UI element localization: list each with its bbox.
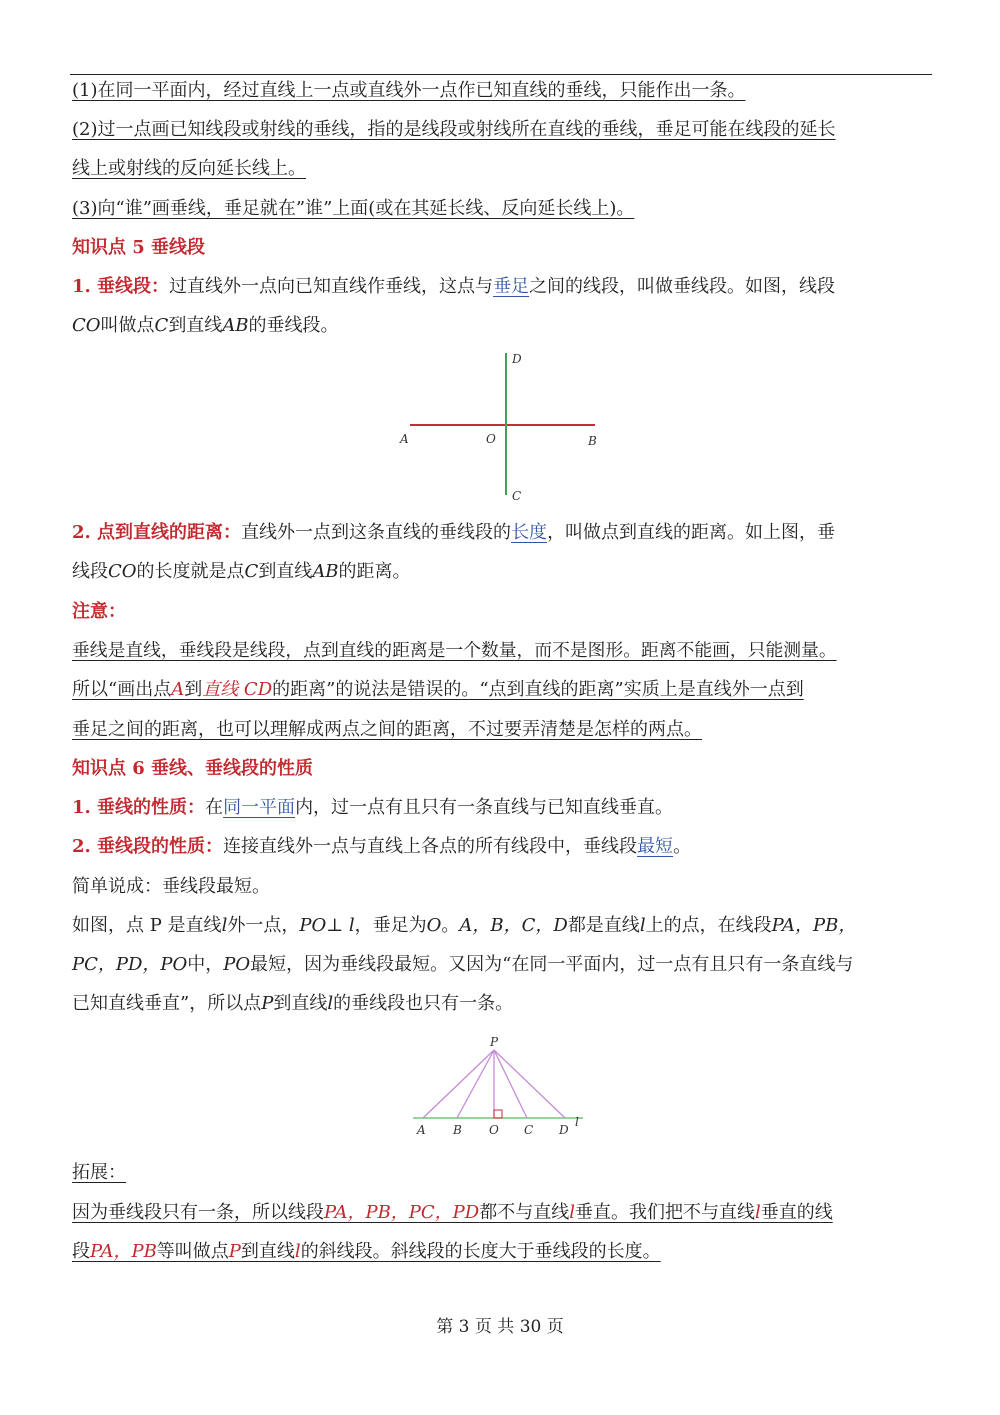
text: 的距离”的说法是错误的。“点到直线的距离”实质上是直线外一点到	[272, 679, 804, 700]
note-1: (1)在同一平面内，经过直线上一点或直线外一点作已知直线的垂线，只能作出一条。	[72, 80, 746, 101]
perp-segment-def-line2	[72, 314, 339, 338]
text: 的长度就是点	[136, 561, 245, 582]
figure-perpendicular-cross	[390, 345, 620, 510]
section-heading-kp6: 知识点 6 垂线、垂线段的性质	[72, 758, 314, 779]
text: 垂直的线	[760, 1202, 833, 1223]
text: 的斜线段。斜线段的长度大于垂线段的长度。	[300, 1241, 661, 1262]
text: ，叫做点到直线的距离。如上图，垂	[547, 522, 836, 543]
note-line3: 垂足之间的距离，也可以理解成两点之间的距离，不过要弄清楚是怎样的两点。	[72, 719, 702, 740]
note-2-line1: (2)过一点画已知线段或射线的垂线，指的是线段或射线所在直线的垂线，垂足可能在线段的延长	[72, 119, 836, 140]
var: PO⊥ l	[299, 915, 355, 936]
label-a2: A	[417, 1123, 426, 1137]
segment-pd	[494, 1050, 565, 1118]
text: 的垂线段。	[248, 315, 339, 336]
label-d2: D	[559, 1123, 569, 1137]
var: CO	[72, 315, 101, 336]
figure-slant-segments	[405, 1030, 595, 1142]
text: 都是直线	[567, 915, 640, 936]
text: 都不与直线	[479, 1202, 570, 1223]
text: 因为垂线段只有一条，所以线段	[72, 1202, 324, 1223]
distance-label: 2. 点到直线的距离：	[72, 522, 242, 543]
label-l: l	[575, 1115, 579, 1129]
example-line2	[72, 953, 853, 977]
text: 线段	[72, 561, 108, 582]
var: PA，PB，PC，PD	[324, 1202, 480, 1223]
text: 最短，因为垂线段最短。又因为“在同一平面内，过一点有且只有一条直线与	[250, 954, 854, 975]
text: 等叫做点	[156, 1241, 229, 1262]
example-line3	[72, 992, 513, 1016]
perp-segment-property	[72, 835, 691, 859]
text: 垂直。我们把不与直线	[575, 1202, 755, 1223]
text: 已知直线垂直”，所以点	[72, 993, 262, 1014]
text: 之间的线段，叫做垂线段。如图，线段	[529, 276, 836, 297]
var: l	[639, 915, 646, 936]
perp-property	[72, 796, 673, 820]
var: l	[221, 915, 228, 936]
label-b2: B	[453, 1123, 462, 1137]
text: 到直线	[258, 561, 313, 582]
text: 的垂线段也只有一条。	[333, 993, 514, 1014]
text: 如图，点 P 是直线	[72, 915, 222, 936]
segment-pc	[494, 1050, 527, 1118]
perp-segment-def-line1	[72, 275, 835, 299]
var: l	[755, 1202, 761, 1223]
var: C	[244, 561, 259, 582]
blank-answer-same-plane: 同一平面	[223, 797, 296, 818]
label-b: B	[588, 434, 597, 448]
perp-segment-label: 1. 垂线段：	[72, 276, 170, 297]
var: PA，PB	[90, 1241, 157, 1262]
var: C	[154, 315, 169, 336]
var: l	[294, 1241, 301, 1262]
label-a: A	[400, 432, 409, 446]
text: 在	[205, 797, 224, 818]
text: 到	[184, 679, 203, 700]
distance-def-line2	[72, 560, 411, 584]
var: P	[228, 1241, 241, 1262]
label-d: D	[512, 352, 522, 366]
label-p: P	[490, 1035, 499, 1049]
perp-property-label: 1. 垂线的性质：	[72, 797, 206, 818]
extension-line2	[72, 1240, 661, 1264]
var: A，B，C，D	[459, 915, 568, 936]
text: 到直线	[273, 993, 328, 1014]
blank-answer-length: 长度	[511, 522, 548, 543]
text: 上的点，在线段	[645, 915, 772, 936]
blank-answer-shortest: 最短	[637, 836, 674, 857]
note-line1: 垂线是直线，垂线段是线段，点到直线的距离是一个数量，而不是图形。距离不能画，只能测量。	[72, 640, 837, 661]
right-angle-mark	[494, 1110, 502, 1118]
text: 到直线	[240, 1241, 295, 1262]
example-line1	[72, 914, 856, 938]
text: 。	[441, 915, 460, 936]
blank-answer-foot: 垂足	[493, 276, 530, 297]
text: 到直线	[168, 315, 223, 336]
top-rule	[70, 74, 932, 75]
note-label: 注意：	[72, 601, 126, 622]
simple-statement: 简单说成：垂线段最短。	[72, 876, 270, 897]
segment-pa	[423, 1050, 494, 1118]
text: 内，过一点有且只有一条直线与已知直线垂直。	[295, 797, 674, 818]
var: AB	[312, 561, 339, 582]
text: 过直线外一点向已知直线作垂线，这点与	[169, 276, 494, 297]
var: l	[327, 993, 334, 1014]
var: l	[569, 1202, 575, 1223]
label-c: C	[512, 489, 522, 503]
var: P	[261, 993, 274, 1014]
label-o: O	[486, 432, 496, 446]
text: ，垂足为	[354, 915, 427, 936]
page-footer: 第 3 页 共 30 页	[436, 1317, 564, 1337]
var: 直线 CD	[202, 679, 273, 700]
text: 的距离。	[338, 561, 411, 582]
var: PC，PD，PO	[72, 954, 188, 975]
distance-def-line1	[72, 521, 835, 545]
var: PA，PB，	[771, 915, 857, 936]
var: O	[426, 915, 442, 936]
var: A	[171, 679, 185, 700]
note-3: (3)向“谁”画垂线，垂足就在”谁”上面(或在其延长线、反向延长线上)。	[72, 198, 635, 219]
extension-label: 拓展：	[72, 1162, 126, 1183]
text: 。	[673, 836, 692, 857]
text: 外一点，	[227, 915, 300, 936]
label-o2: O	[489, 1123, 499, 1137]
text: 叫做点	[100, 315, 155, 336]
segment-pb	[457, 1050, 494, 1118]
text: 直线外一点到这条直线的垂线段的	[241, 522, 512, 543]
perp-segment-property-label: 2. 垂线段的性质：	[72, 836, 224, 857]
section-heading-kp5: 知识点 5 垂线段	[72, 237, 206, 258]
text: 段	[72, 1241, 90, 1262]
text: 所以“画出点	[72, 679, 172, 700]
extension-line1	[72, 1201, 833, 1225]
var: AB	[222, 315, 249, 336]
note-line2	[72, 678, 804, 702]
text: 中，	[187, 954, 224, 975]
var: CO	[108, 561, 137, 582]
note-2-line2: 线上或射线的反向延长线上。	[72, 158, 306, 179]
label-c2: C	[524, 1123, 534, 1137]
var: PO	[223, 954, 251, 975]
text: 连接直线外一点与直线上各点的所有线段中，垂线段	[223, 836, 638, 857]
